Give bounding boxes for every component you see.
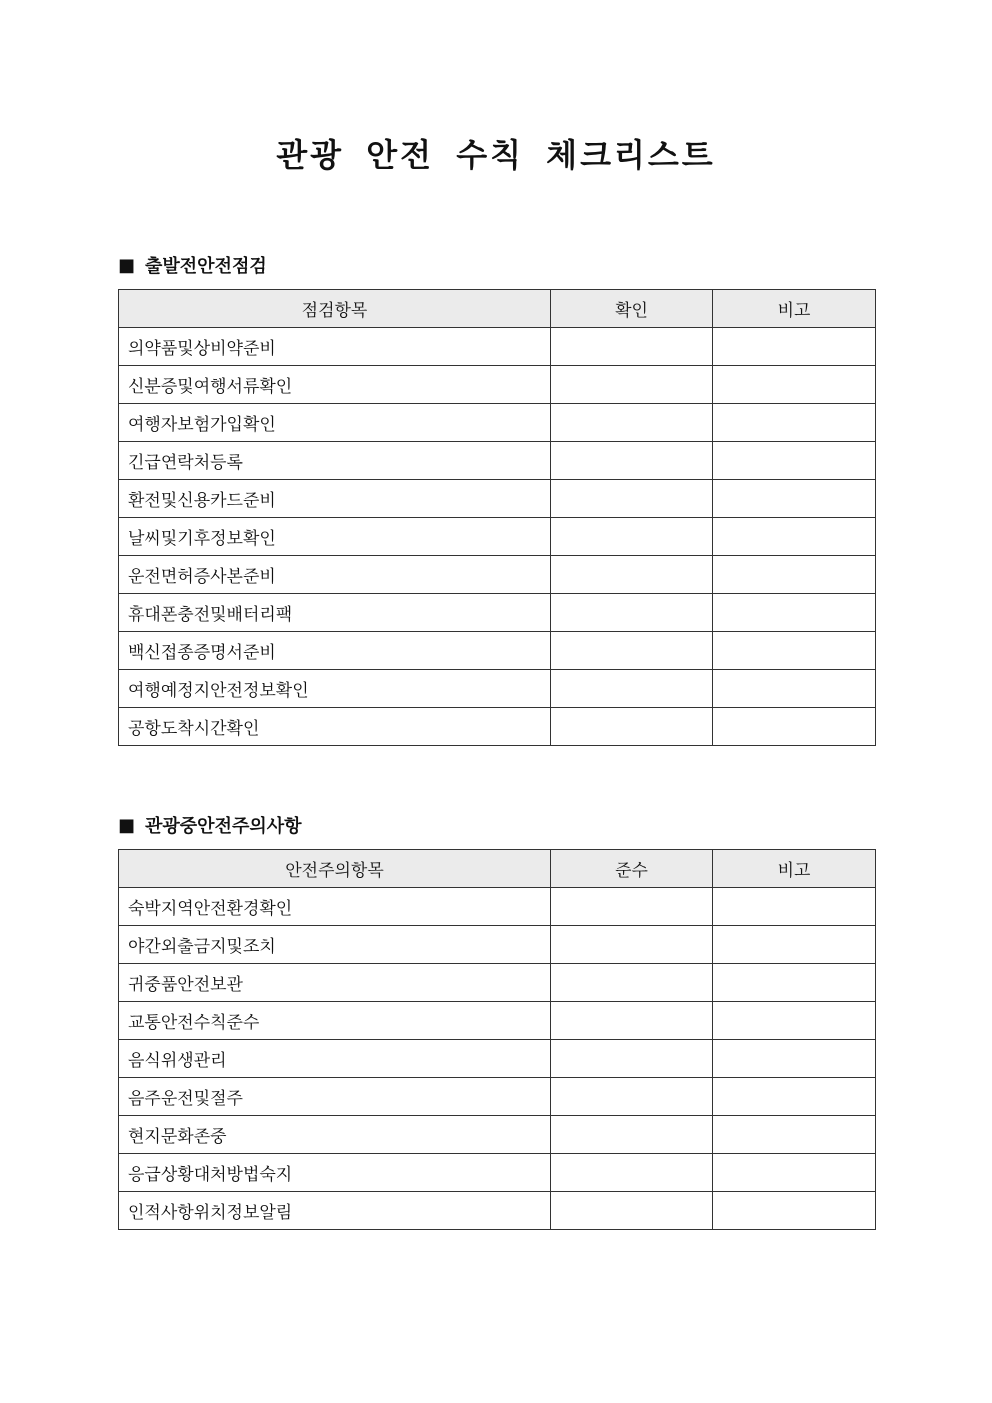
table-row <box>119 1154 876 1192</box>
note-cell[interactable] <box>713 926 876 964</box>
checklist-item-label: 날씨및기후정보확인 <box>119 518 551 556</box>
table-header-row <box>119 850 876 888</box>
check-cell[interactable] <box>551 480 713 518</box>
table-row <box>119 632 876 670</box>
page-title: 관광 안전 수칙 체크리스트 <box>276 136 716 174</box>
check-cell[interactable] <box>551 442 713 480</box>
check-cell[interactable] <box>551 708 713 746</box>
section-heading-departure <box>118 253 267 277</box>
note-cell[interactable] <box>713 518 876 556</box>
table-row <box>119 708 876 746</box>
checklist-item-label: 여행예정지안전정보확인 <box>119 670 551 708</box>
check-cell[interactable] <box>551 366 713 404</box>
note-cell[interactable] <box>713 366 876 404</box>
note-cell[interactable] <box>713 1002 876 1040</box>
note-cell[interactable] <box>713 888 876 926</box>
checklist-item-label: 인적사항위치정보알림 <box>119 1192 551 1230</box>
checklist-item-label: 야간외출금지및조치 <box>119 926 551 964</box>
section-title: 출발전안전점검 <box>145 256 267 277</box>
table-row <box>119 888 876 926</box>
compliance-cell[interactable] <box>551 1192 713 1230</box>
tour-safety-checklist-table <box>118 849 876 1230</box>
table-row <box>119 1078 876 1116</box>
check-cell[interactable] <box>551 632 713 670</box>
compliance-cell[interactable] <box>551 1002 713 1040</box>
table-header-row <box>119 290 876 328</box>
compliance-cell[interactable] <box>551 1154 713 1192</box>
compliance-cell[interactable] <box>551 926 713 964</box>
table-row <box>119 480 876 518</box>
check-cell[interactable] <box>551 518 713 556</box>
check-cell[interactable] <box>551 556 713 594</box>
square-bullet-icon: ■ <box>118 814 136 836</box>
square-bullet-icon: ■ <box>118 254 136 276</box>
header-note: 비고 <box>713 850 876 888</box>
checklist-item-label: 현지문화존중 <box>119 1116 551 1154</box>
table-row <box>119 328 876 366</box>
checklist-item-label: 신분증및여행서류확인 <box>119 366 551 404</box>
table-row <box>119 926 876 964</box>
checklist-item-label: 긴급연락처등록 <box>119 442 551 480</box>
note-cell[interactable] <box>713 1116 876 1154</box>
checklist-item-label: 숙박지역안전환경확인 <box>119 888 551 926</box>
header-note: 비고 <box>713 290 876 328</box>
compliance-cell[interactable] <box>551 888 713 926</box>
note-cell[interactable] <box>713 1192 876 1230</box>
compliance-cell[interactable] <box>551 1116 713 1154</box>
compliance-cell[interactable] <box>551 964 713 1002</box>
check-cell[interactable] <box>551 594 713 632</box>
table-row <box>119 518 876 556</box>
note-cell[interactable] <box>713 708 876 746</box>
header-item: 점검항목 <box>119 290 551 328</box>
note-cell[interactable] <box>713 328 876 366</box>
checklist-item-label: 공항도착시간확인 <box>119 708 551 746</box>
table-row <box>119 1002 876 1040</box>
compliance-cell[interactable] <box>551 1078 713 1116</box>
table-row <box>119 964 876 1002</box>
note-cell[interactable] <box>713 1078 876 1116</box>
note-cell[interactable] <box>713 480 876 518</box>
note-cell[interactable] <box>713 404 876 442</box>
checklist-item-label: 음식위생관리 <box>119 1040 551 1078</box>
checklist-item-label: 응급상황대처방법숙지 <box>119 1154 551 1192</box>
section-title: 관광중안전주의사항 <box>145 816 302 837</box>
check-cell[interactable] <box>551 670 713 708</box>
departure-checklist-table <box>118 289 876 746</box>
section-heading-during-tour <box>118 813 302 837</box>
checklist-item-label: 환전및신용카드준비 <box>119 480 551 518</box>
note-cell[interactable] <box>713 964 876 1002</box>
table-row <box>119 556 876 594</box>
table-row <box>119 1116 876 1154</box>
checklist-item-label: 여행자보험가입확인 <box>119 404 551 442</box>
header-item: 안전주의항목 <box>119 850 551 888</box>
table-row <box>119 594 876 632</box>
check-cell[interactable] <box>551 404 713 442</box>
compliance-cell[interactable] <box>551 1040 713 1078</box>
header-check: 확인 <box>551 290 713 328</box>
checklist-item-label: 운전면허증사본준비 <box>119 556 551 594</box>
check-cell[interactable] <box>551 328 713 366</box>
checklist-item-label: 귀중품안전보관 <box>119 964 551 1002</box>
note-cell[interactable] <box>713 1040 876 1078</box>
table-row <box>119 1192 876 1230</box>
note-cell[interactable] <box>713 632 876 670</box>
table-row <box>119 442 876 480</box>
checklist-item-label: 백신접종증명서준비 <box>119 632 551 670</box>
note-cell[interactable] <box>713 1154 876 1192</box>
checklist-item-label: 음주운전및절주 <box>119 1078 551 1116</box>
checklist-item-label: 휴대폰충전및배터리팩 <box>119 594 551 632</box>
header-compliance: 준수 <box>551 850 713 888</box>
note-cell[interactable] <box>713 556 876 594</box>
table-row <box>119 670 876 708</box>
table-row <box>119 404 876 442</box>
table-row <box>119 1040 876 1078</box>
checklist-item-label: 교통안전수칙준수 <box>119 1002 551 1040</box>
note-cell[interactable] <box>713 442 876 480</box>
checklist-item-label: 의약품및상비약준비 <box>119 328 551 366</box>
note-cell[interactable] <box>713 594 876 632</box>
table-row <box>119 366 876 404</box>
note-cell[interactable] <box>713 670 876 708</box>
